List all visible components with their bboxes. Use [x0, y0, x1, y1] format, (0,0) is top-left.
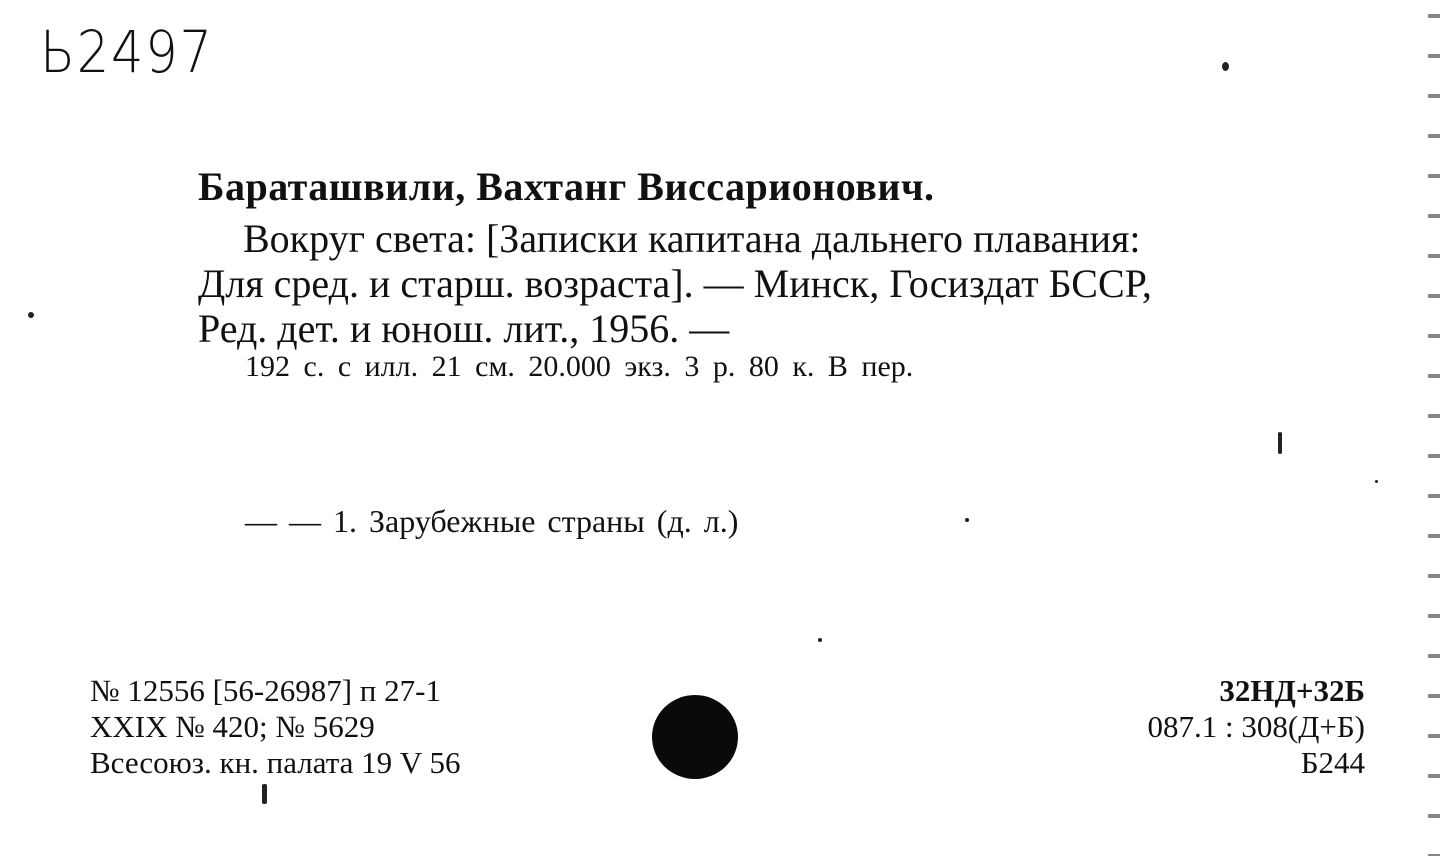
handwritten-call-number: Ь2497 [40, 18, 214, 86]
title-line-2: Для сред. и старш. возраста]. — Минск, Госиздат БССР, [198, 261, 1152, 306]
registry-line-1: № 12556 [56-26987] п 27-1 [90, 673, 441, 708]
scan-speck [1278, 432, 1282, 454]
punch-hole [652, 695, 738, 779]
udc-code: 087.1 : 308(Д+Б) [1147, 709, 1365, 744]
scan-speck [28, 312, 34, 318]
classification-code: 32НД+32Б [1219, 673, 1365, 708]
registry-line-3: Всесоюз. кн. палата 19 V 56 [90, 745, 461, 780]
scan-speck [262, 784, 267, 804]
scan-speck [965, 518, 969, 522]
author-mark: Б244 [1300, 745, 1365, 780]
scan-speck [818, 638, 822, 642]
registry-block [90, 673, 460, 781]
subject-heading: — — 1. Зарубежные страны (д. л.) [245, 503, 739, 539]
registry-line-2: XXIX № 420; № 5629 [90, 709, 375, 744]
collation-line: 192 с. с илл. 21 см. 20.000 экз. 3 р. 80 к. В пер. [245, 350, 914, 383]
title-line-1: Вокруг света: [Записки капитана дальнего плавания: [243, 216, 1141, 261]
title-line-3: Ред. дет. и юнош. лит., 1956. — [198, 306, 730, 351]
scan-speck [1375, 480, 1378, 483]
classification-block [1148, 673, 1365, 781]
author-heading: Бараташвили, Вахтанг Виссарионович. [198, 164, 935, 209]
scan-speck [1222, 62, 1229, 71]
card-edge [1428, 0, 1440, 856]
